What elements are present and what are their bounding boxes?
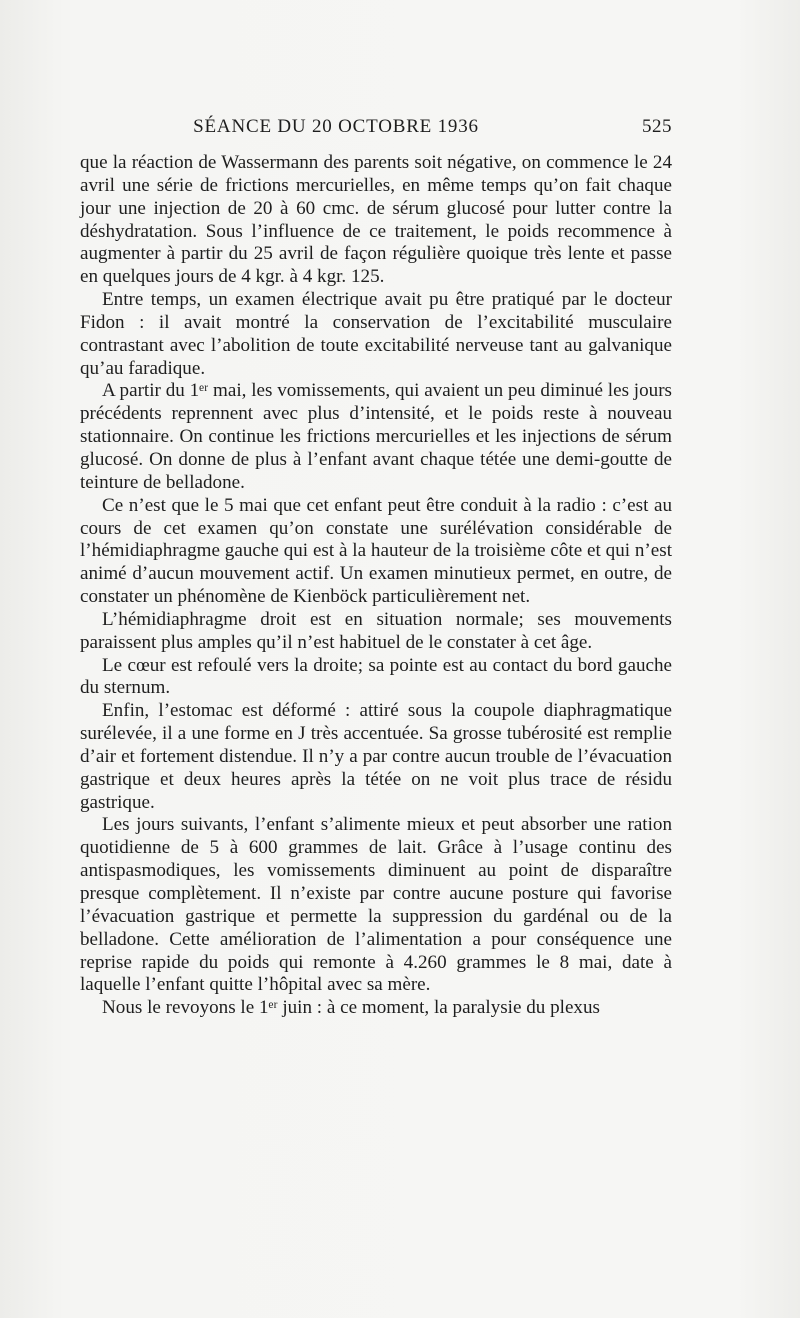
paragraph-9: Nous le revoyons le 1ᵉʳ juin : à ce moment, la paralysie du plexus <box>102 997 600 1019</box>
paragraph-2: Entre temps, un examen électrique avait pu être pratiqué par le docteur Fidon : il avait montré la conservation de l’excitabilité musculaire contrastant avec l’abolition de toute excitabilité nerveuse tant au galvanique qu’au faradique. <box>80 289 672 379</box>
paragraph-7: Enfin, l’estomac est déformé : attiré sous la coupole diaphragmatique surélevée, il a une forme en J très accentuée. Sa grosse tubérosité est remplie d’air et fortement distendue. Il n’y a par contre aucun trouble de l’évacuation gastrique et deux heures après la tétée on ne voit plus trace de résidu gastrique. <box>80 700 672 813</box>
body-text <box>80 152 672 1020</box>
paragraph-8: Les jours suivants, l’enfant s’alimente mieux et peut absorber une ration quotidienne de 5 à 600 grammes de lait. Grâce à l’usage continu des antispasmodiques, les vomissements diminuent au point de disparaître presque complètement. Il n’existe par contre aucune posture qui favorise l’évacuation gastrique et permette la suppression du gardénal ou de la belladone. Cette amélioration de l’alimentation a pour conséquence une reprise rapide du poids qui remonte à 4.260 grammes le 8 mai, date à laquelle l’enfant quitte l’hôpital avec sa mère. <box>80 814 672 996</box>
page-header <box>80 116 672 140</box>
paragraph-1: que la réaction de Wassermann des parents soit négative, on commence le 24 avril une série de frictions mercurielles, en même temps qu’on fait chaque jour une injection de 20 à 60 cmc. de sérum glucosé pour lutter contre la déshydratation. Sous l’influence de ce traitement, le poids recommence à augmenter à partir du 25 avril de façon régulière quoique très lente et passe en quelques jours de 4 kgr. à 4 kgr. 125. <box>80 152 672 288</box>
paragraph-6: Le cœur est refoulé vers la droite; sa pointe est au contact du bord gauche du sternum. <box>80 654 672 699</box>
running-head: SÉANCE DU 20 OCTOBRE 1936 <box>193 116 479 137</box>
paragraph-5: L’hémidiaphragme droit est en situation normale; ses mouvements paraissent plus amples qu’il n’est habituel de le constater à cet âge. <box>80 608 672 653</box>
paragraph-4: Ce n’est que le 5 mai que cet enfant peut être conduit à la radio : c’est au cours de cet examen qu’on constate une surélévation considérable de l’hémidiaphragme gauche qui est à la hauteur de la troisième côte et qui n’est animé d’aucun mouvement actif. Un examen minutieux permet, en outre, de constater un phénomène de Kienböck particulièrement net. <box>80 494 672 608</box>
paragraph-3: A partir du 1ᵉʳ mai, les vomissements, qui avaient un peu diminué les jours précédents reprennent avec plus d’intensité, et le poids reste à nouveau stationnaire. On continue les frictions mercurielles et les injections de sérum glucosé. On donne de plus à l’enfant avant chaque tétée une demi-goutte de teinture de belladone. <box>80 380 672 493</box>
page-number: 525 <box>642 116 672 137</box>
